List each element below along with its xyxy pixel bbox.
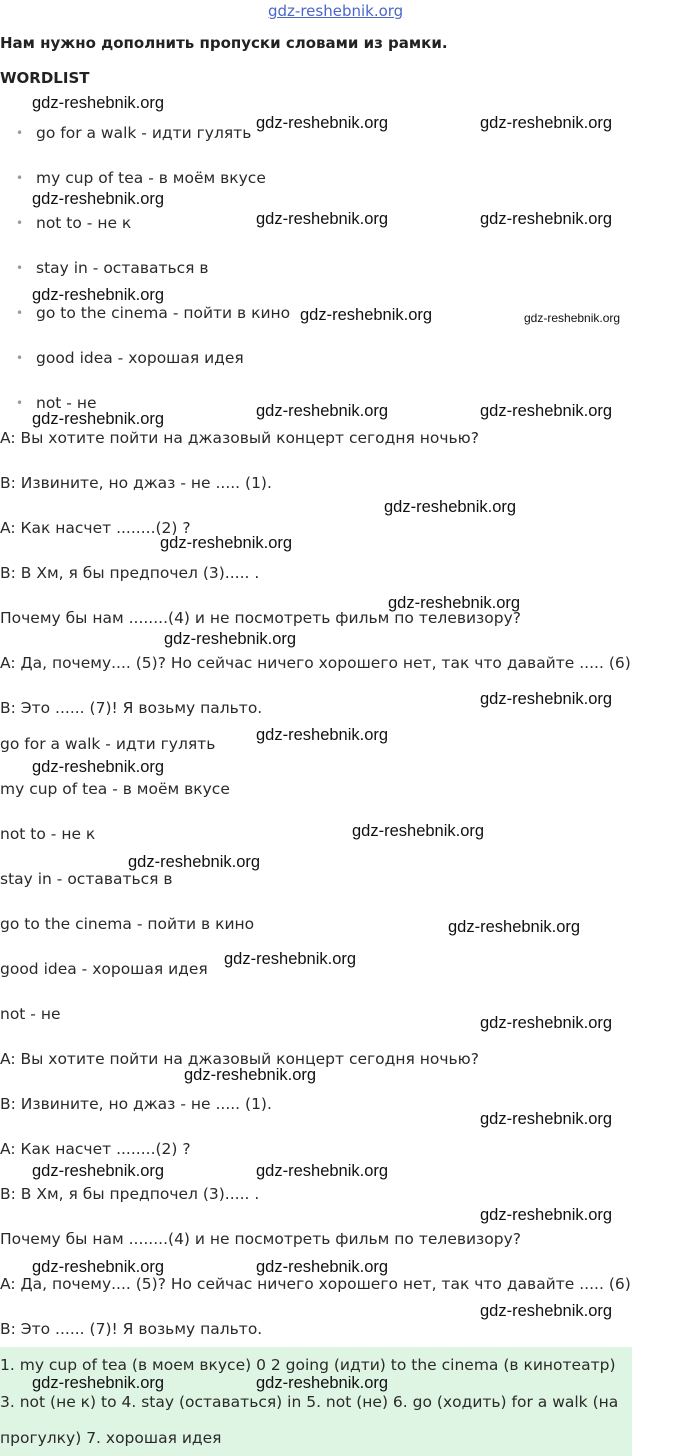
dialogue-line: B: Это ...... (7)! Я возьму пальто. [0, 699, 263, 717]
watermark: gdz-reshebnik.org [256, 210, 389, 228]
dialogue-line: A: Как насчет ........(2) ? [0, 519, 191, 537]
wordlist-item: • go for a walk - идти гулять [20, 124, 251, 142]
watermark: gdz-reshebnik.org [256, 726, 389, 744]
watermark: gdz-reshebnik.org [480, 1206, 613, 1224]
wordlist-plain-item: not - не [0, 1005, 61, 1023]
answer-line: 1. my cup of tea (в моем вкусе) 0 2 going (идти) to the cinema (в кинотеатр) [0, 1356, 616, 1374]
dialogue-repeat-line: A: Да, почему.... (5)? Но сейчас ничего хорошего нет, так что давайте ..... (6) [0, 1275, 631, 1293]
watermark: gdz-reshebnik.org [480, 1302, 613, 1320]
watermark: gdz-reshebnik.org [480, 402, 613, 420]
watermark: gdz-reshebnik.org [352, 822, 485, 840]
watermark: gdz-reshebnik.org [32, 1162, 165, 1180]
answer-line: прогулку) 7. хорошая идея [0, 1429, 222, 1447]
wordlist-item: • good idea - хорошая идея [20, 349, 244, 367]
wordlist-item: • go to the cinema - пойти в кино [20, 304, 290, 322]
dialogue-repeat-line: B: В Хм, я бы предпочел (3)..... . [0, 1185, 260, 1203]
watermark: gdz-reshebnik.org [32, 1374, 165, 1392]
watermark: gdz-reshebnik.org [480, 1110, 613, 1128]
watermark: gdz-reshebnik.org [256, 1258, 389, 1276]
watermark: gdz-reshebnik.org [224, 950, 357, 968]
wordlist-plain-item: my cup of tea - в моём вкусе [0, 780, 230, 798]
watermark: gdz-reshebnik.org [32, 190, 165, 208]
dialogue-line: B: В Хм, я бы предпочел (3)..... . [0, 564, 260, 582]
watermark: gdz-reshebnik.org [256, 1374, 389, 1392]
answer-block [0, 1347, 632, 1456]
wordlist-item: • not to - не к [20, 214, 131, 232]
watermark: gdz-reshebnik.org [524, 311, 621, 325]
watermark: gdz-reshebnik.org [128, 853, 261, 871]
watermark: gdz-reshebnik.org [388, 594, 521, 612]
dialogue-line: A: Да, почему.... (5)? Но сейчас ничего хорошего нет, так что давайте ..... (6) [0, 654, 631, 672]
wordlist-plain-item: not to - не к [0, 825, 96, 843]
dialogue-repeat-line: A: Как насчет ........(2) ? [0, 1140, 191, 1158]
watermark: gdz-reshebnik.org [256, 402, 389, 420]
answer-line: 3. not (не к) to 4. stay (оставаться) in 5. not (не) 6. go (ходить) for a walk (на [0, 1393, 619, 1411]
watermark: gdz-reshebnik.org [480, 1014, 613, 1032]
wordlist-plain-item: go to the cinema - пойти в кино [0, 915, 255, 933]
wordlist-plain-item: good idea - хорошая идея [0, 960, 208, 978]
watermark: gdz-reshebnik.org [32, 286, 165, 304]
watermark: gdz-reshebnik.org [256, 1162, 389, 1180]
task-instruction: Нам нужно дополнить пропуски словами из рамки. [0, 34, 448, 52]
dialogue-line: Почему бы нам ........(4) и не посмотреть фильм по телевизору? [0, 609, 522, 627]
watermark: gdz-reshebnik.org [384, 498, 517, 516]
watermark: gdz-reshebnik.org [160, 534, 293, 552]
watermark: gdz-reshebnik.org [184, 1066, 317, 1084]
dialogue-repeat-line: Почему бы нам ........(4) и не посмотреть фильм по телевизору? [0, 1230, 522, 1248]
wordlist-title: WORDLIST [0, 69, 90, 87]
watermark: gdz-reshebnik.org [32, 94, 165, 112]
wordlist-item: • not - не [20, 394, 97, 412]
wordlist-plain-item: go for a walk - идти гулять [0, 735, 216, 753]
dialogue-line: A: Вы хотите пойти на джазовый концерт сегодня ночью? [0, 429, 479, 447]
dialogue-repeat-line: B: Это ...... (7)! Я возьму пальто. [0, 1320, 263, 1338]
watermark: gdz-reshebnik.org [300, 306, 433, 324]
wordlist-item: • my cup of tea - в моём вкусе [20, 169, 266, 187]
dialogue-repeat-line: A: Вы хотите пойти на джазовый концерт сегодня ночью? [0, 1050, 479, 1068]
watermark: gdz-reshebnik.org [480, 114, 613, 132]
dialogue-repeat-line: B: Извините, но джаз - не ..... (1). [0, 1095, 272, 1113]
watermark: gdz-reshebnik.org [480, 210, 613, 228]
watermark: gdz-reshebnik.org [448, 918, 581, 936]
watermark: gdz-reshebnik.org [256, 114, 389, 132]
watermark: gdz-reshebnik.org [32, 1258, 165, 1276]
watermark: gdz-reshebnik.org [480, 690, 613, 708]
site-link[interactable]: gdz-reshebnik.org [268, 2, 404, 20]
watermark: gdz-reshebnik.org [32, 758, 165, 776]
watermark: gdz-reshebnik.org [164, 630, 297, 648]
wordlist-plain-item: stay in - оставаться в [0, 870, 173, 888]
watermark: gdz-reshebnik.org [32, 410, 165, 428]
dialogue-line: B: Извините, но джаз - не ..... (1). [0, 474, 272, 492]
wordlist-item: • stay in - оставаться в [20, 259, 209, 277]
